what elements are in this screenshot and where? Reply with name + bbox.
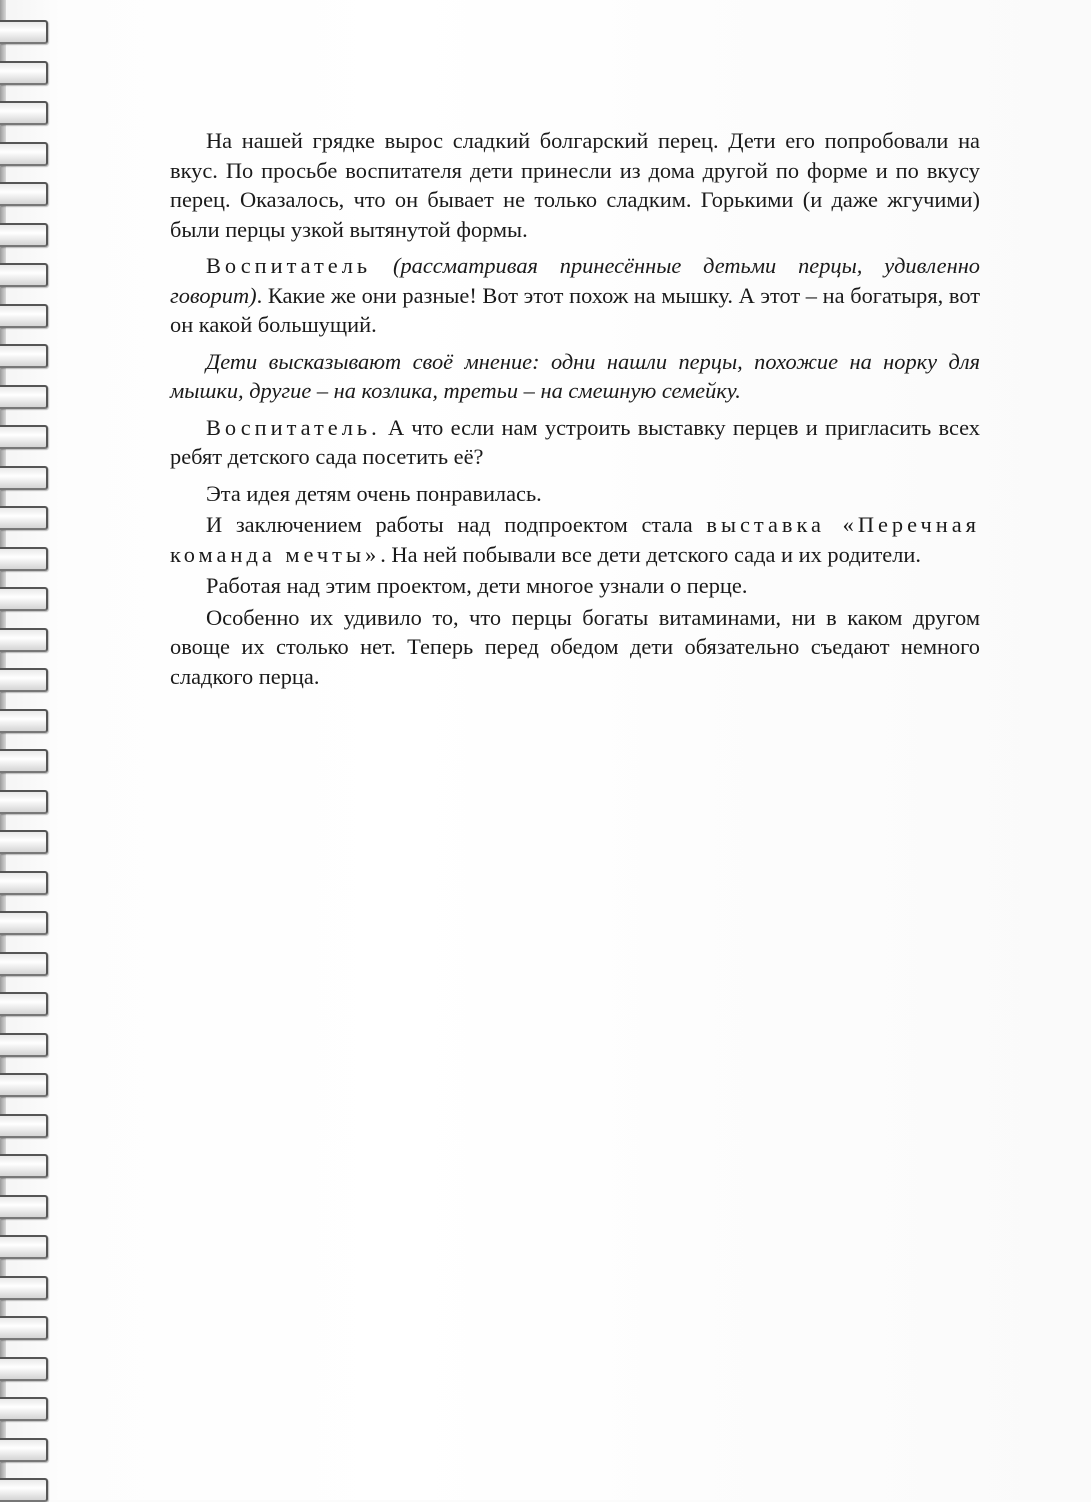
paragraph-text: На нашей грядке вырос сладкий болгарский перец. Дети его попробовали на вкус. По просьбе воспитателя дети принесли из дома другой по форме и по вкусу перец. Оказалось, что он бывает не только сладким. Горькими (и даже жгучими) были перцы узкой вытянутой формы.	[170, 128, 980, 242]
binding-ring	[0, 61, 48, 85]
exhibition-title: выставка «Перечная команда мечты»	[170, 512, 980, 567]
spiral-binding	[0, 0, 48, 1500]
paragraph-text: . На ней побывали все дети детского сада и их родители.	[380, 541, 921, 567]
binding-ring	[0, 547, 48, 571]
binding-ring	[0, 668, 48, 692]
binding-ring	[0, 263, 48, 287]
binding-ring	[0, 628, 48, 652]
paragraph-1	[170, 126, 980, 244]
paragraph-text: И заключением работы над подпроектом стала	[206, 512, 707, 537]
paragraph-6	[170, 510, 980, 569]
stage-remark: (рассматривая принесённые детьми перцы, удивленно говорит)	[170, 253, 980, 308]
binding-ring	[0, 1397, 48, 1421]
paragraph-3	[170, 347, 980, 406]
binding-ring	[0, 952, 48, 976]
binding-ring	[0, 1478, 48, 1502]
speaker-label: Воспитатель	[206, 253, 372, 278]
binding-ring	[0, 709, 48, 733]
text-body	[170, 126, 980, 698]
binding-ring	[0, 911, 48, 935]
binding-ring	[0, 182, 48, 206]
paragraph-text: Дети высказывают своё мнение: одни нашли перцы, похожие на норку для мышки, другие – на козлика, третьи – на смешную семейку.	[170, 348, 980, 403]
binding-ring	[0, 1073, 48, 1097]
paragraph-text: Эта идея детям очень понравилась.	[206, 480, 542, 506]
binding-ring	[0, 1316, 48, 1340]
binding-ring	[0, 1235, 48, 1259]
binding-ring	[0, 385, 48, 409]
binding-ring	[0, 749, 48, 773]
binding-ring	[0, 1114, 48, 1138]
binding-ring	[0, 587, 48, 611]
binding-ring	[0, 1154, 48, 1178]
paragraph-5	[170, 479, 980, 509]
binding-ring	[0, 223, 48, 247]
binding-ring	[0, 790, 48, 814]
binding-ring	[0, 830, 48, 854]
binding-ring	[0, 344, 48, 368]
binding-ring	[0, 20, 48, 44]
binding-ring	[0, 425, 48, 449]
speaker-label: Воспитатель.	[206, 414, 381, 440]
binding-ring	[0, 304, 48, 328]
binding-ring	[0, 466, 48, 490]
paragraph-text: Особенно их удивило то, что перцы богаты витаминами, ни в каком другом овоще их столько нет. Теперь перед обедом дети обязательно съедают немного сладкого перца.	[170, 604, 980, 689]
paragraph-text: А что если нам устроить выставку перцев и пригласить всех ребят детского сада посетить её?	[170, 414, 980, 469]
binding-ring	[0, 1033, 48, 1057]
binding-ring	[0, 1195, 48, 1219]
paragraph-text: . Какие же они разные! Вот этот похож на мышку. А этот – на богатыря, вот он какой большущий.	[170, 282, 980, 337]
binding-ring	[0, 992, 48, 1016]
binding-ring	[0, 142, 48, 166]
binding-ring	[0, 871, 48, 895]
paragraph-4	[170, 413, 980, 472]
binding-ring	[0, 101, 48, 125]
binding-ring	[0, 1276, 48, 1300]
binding-ring	[0, 1438, 48, 1462]
paragraph-2	[170, 251, 980, 340]
binding-ring	[0, 506, 48, 530]
paragraph-7	[170, 571, 980, 601]
paragraph-8	[170, 603, 980, 692]
paragraph-text: Работая над этим проектом, дети многое узнали о перце.	[206, 573, 748, 598]
binding-ring	[0, 1357, 48, 1381]
